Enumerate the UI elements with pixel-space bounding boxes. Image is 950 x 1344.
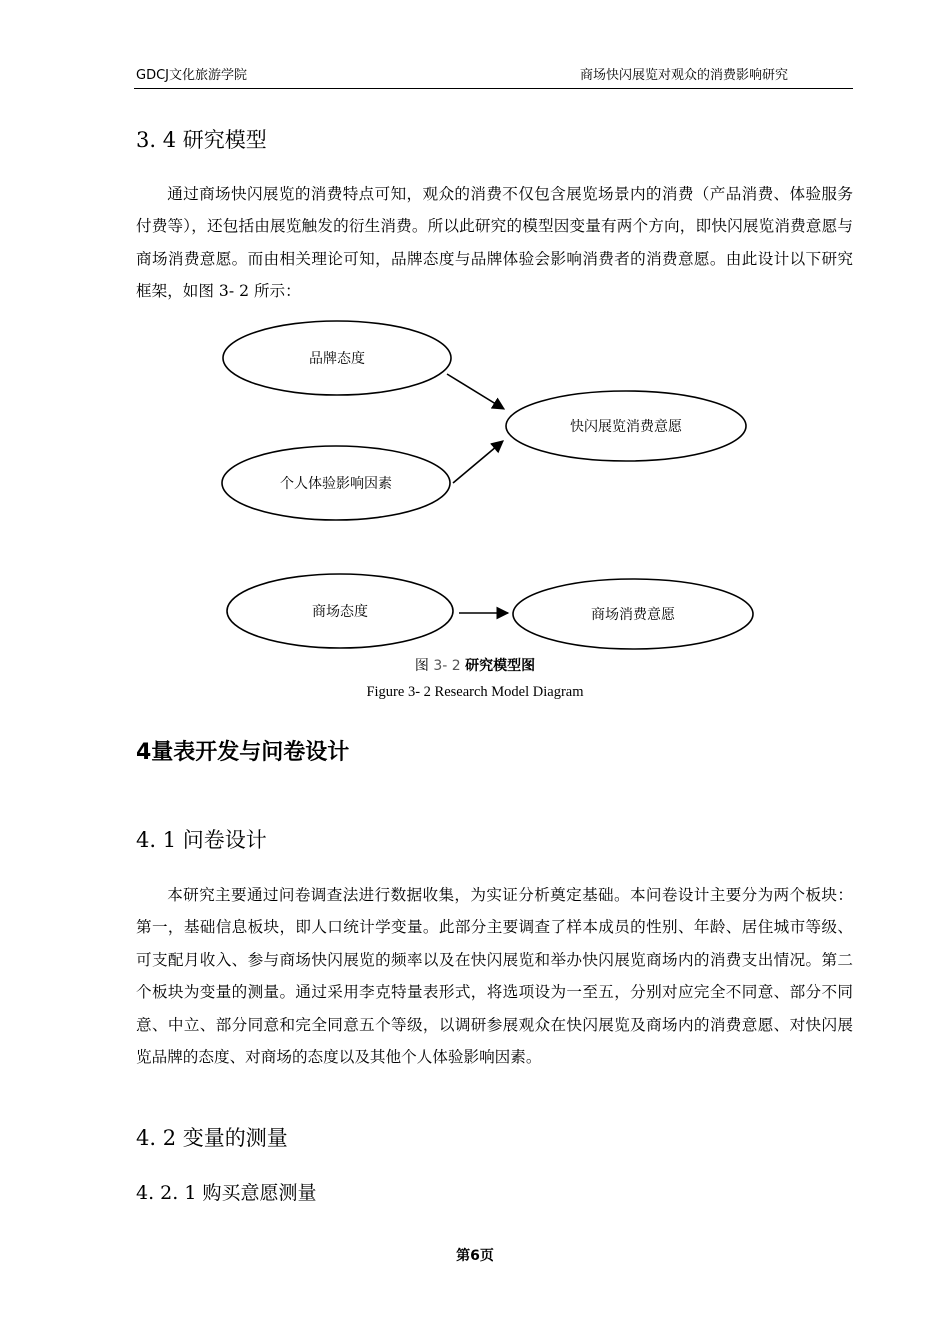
section-3-4-paragraph: 通过商场快闪展览的消费特点可知，观众的消费不仅包含展览场景内的消费（产品消费、体验服务付费等），还包括由展览触发的衍生消费。所以此研究的模型因变量有两个方向，即快闪展览消费意愿与商场消费意愿。而由相关理论可知，品牌态度与品牌体验会影响消费者的消费意愿。由此设计以下研究框架，如图 3- 2 所示： — [136, 185, 853, 301]
figure-caption-cn — [0, 656, 950, 676]
chapter-4-title: 4量表开发与问卷设计 — [136, 740, 350, 765]
figure-caption-en: Figure 3- 2 Research Model Diagram — [366, 684, 584, 700]
section-4-2-title: 4. 2 变量的测量 — [136, 1126, 288, 1150]
section-4-1-title: 4. 1 问卷设计 — [136, 828, 267, 852]
header-right: 商场快闪展览对观众的消费影响研究 — [579, 68, 788, 83]
node-mall-intention-label: 商场消费意愿 — [591, 607, 675, 623]
caption-cn-number: 3- 2 — [433, 658, 461, 674]
section-4-1-paragraph: 本研究主要通过问卷调查法进行数据收集，为实证分析奠定基础。本问卷设计主要分为两个板块：第一，基础信息板块，即人口统计学变量。此部分主要调查了样本成员的性别、年龄、居住城市等级、可支配月收入、参与商场快闪展览的频率以及在快闪展览和举办快闪展览商场内的消费支出情况。第二个板块为变量的测量。通过采用李克特量表形式，将选项设为一至五，分别对应完全不同意、部分不同意、中立、部分同意和完全同意五个等级，以调研参展观众在快闪展览及商场内的消费意愿、对快闪展览品牌的态度、对商场的态度以及其他个人体验影响因素。 — [136, 886, 853, 1067]
section-4-2-1-title: 4. 2. 1 购买意愿测量 — [136, 1182, 317, 1204]
node-brand-attitude-label: 品牌态度 — [309, 351, 365, 367]
node-mall-attitude-label: 商场态度 — [312, 604, 368, 620]
node-personal-factors-label: 个人体验影响因素 — [280, 476, 392, 492]
caption-cn-prefix: 图 — [414, 658, 429, 674]
section-3-4-title: 3. 4 研究模型 — [136, 128, 267, 152]
page-number: 第6页 — [456, 1248, 494, 1264]
header-left: GDCJ文化旅游学院 — [136, 68, 247, 83]
node-popup-intention-label: 快闪展览消费意愿 — [570, 419, 682, 435]
arrow-personal-to-popup — [453, 441, 503, 483]
arrow-brand-to-popup — [447, 374, 504, 409]
caption-cn-title: 研究模型图 — [465, 658, 536, 674]
